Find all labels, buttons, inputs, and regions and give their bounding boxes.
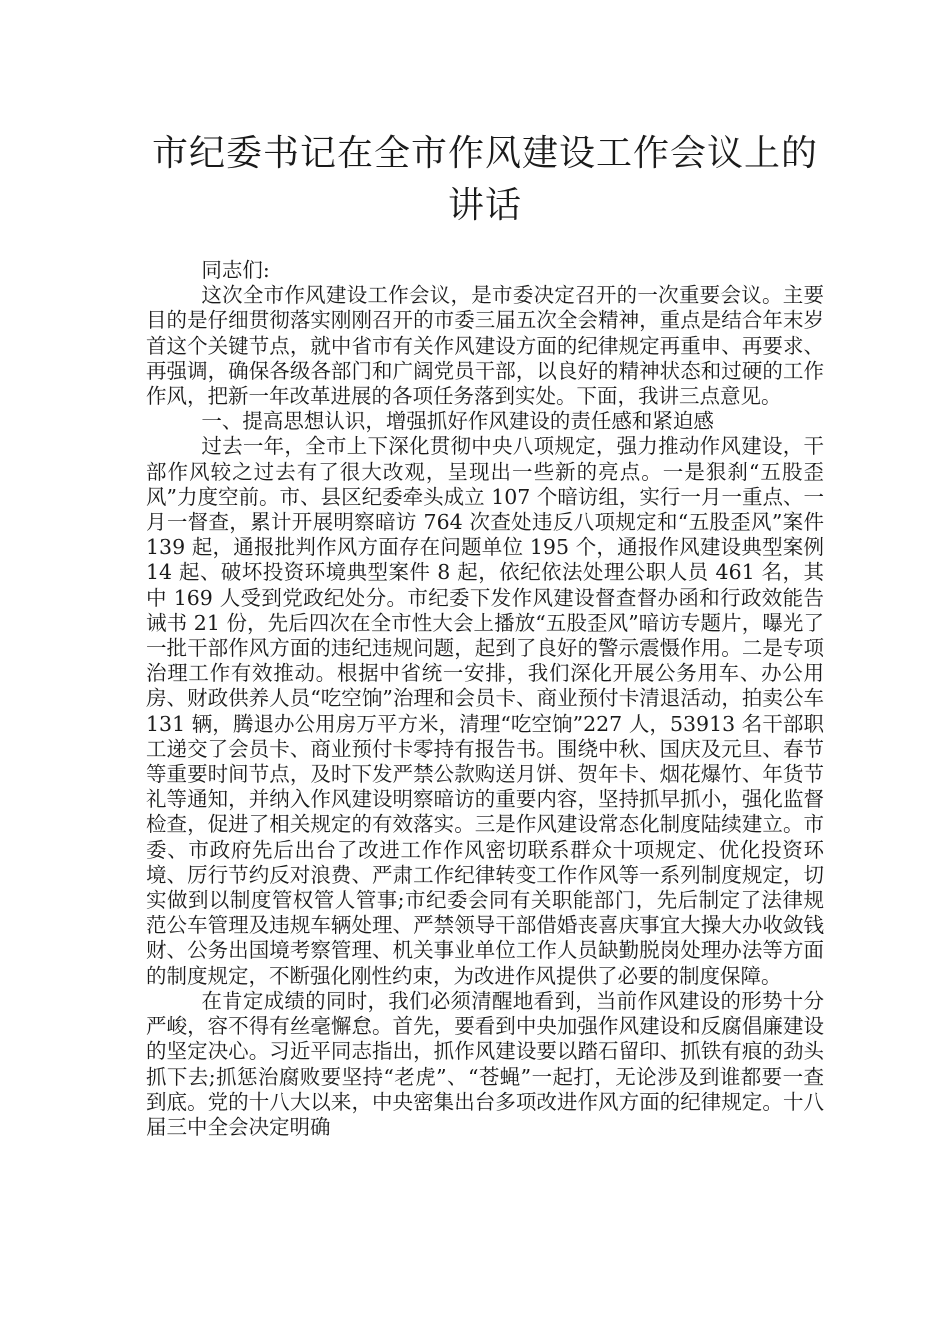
paragraph-challenges: 在肯定成绩的同时，我们必须清醒地看到，当前作风建设的形势十分严峻，容不得有丝毫懈怠。首先，要看到中央加强作风建设和反腐倡廉建设的坚定决心。习近平同志指出，抓作风建设要以踏石留印、抓铁有痕的劲头抓下去;抓惩治腐败要坚持“老虎”、“苍蝇”一起打，无论涉及到谁都要一查到底。党的十八大以来，中央密集出台多项改进作风方面的纪律规定。十八届三中全会决定明确 <box>146 988 824 1139</box>
paragraph-achievements: 过去一年，全市上下深化贯彻中央八项规定，强力推动作风建设，干部作风较之过去有了很大改观，呈现出一些新的亮点。一是狠刹“五股歪风”力度空前。市、县区纪委牵头成立 107 个暗访组，实行一月一重点、一月一督查，累计开展明察暗访 764 次查处违反八项规定和“五股歪风”案件 139 起，通报批判作风方面存在问题单位 195 个，通报作风建设典型案例 14 起、破坏投资环境典型案件 8 起，依纪依法处理公职人员 461 名，其中 169 人受到党政纪处分。市纪委下发作风建设督查督办函和行政效能告诫书 21 份，先后四次在全市性大会上播放“五股歪风”暗访专题片，曝光了一批干部作风方面的违纪违规问题，起到了良好的警示震慑作用。二是专项治理工作有效推动。根据中省统一安排，我们深化开展公务用车、办公用房、财政供养人员“吃空饷”治理和会员卡、商业预付卡清退活动，拍卖公车 131 辆，腾退办公用房万平方米，清理“吃空饷”227 人，53913 名干部职工递交了会员卡、商业预付卡零持有报告书。围绕中秋、国庆及元旦、春节等重要时间节点，及时下发严禁公款购送月饼、贺年卡、烟花爆竹、年货节礼等通知，并纳入作风建设明察暗访的重要内容，坚持抓早抓小，强化监督检查，促进了相关规定的有效落实。三是作风建设常态化制度陆续建立。市委、市政府先后出台了改进工作作风密切联系群众十项规定、优化投资环境、厉行节约反对浪费、严肃工作纪律转变工作作风等一系列制度规定，切实做到以制度管权管人管事;市纪委会同有关职能部门，先后制定了法律规范公车管理及违规车辆处理、严禁领导干部借婚丧喜庆事宜大操大办收敛钱财、公务出国境考察管理、机关事业单位工作人员缺勤脱岗处理办法等方面的制度规定，不断强化刚性约束，为改进作风提供了必要的制度保障。 <box>146 434 824 988</box>
document-title <box>146 128 824 232</box>
salutation: 同志们: <box>201 258 270 282</box>
title-line-1: 市纪委书记在全市作风建设工作会议上的 <box>151 133 818 174</box>
document-body <box>146 258 824 1140</box>
section-heading-1: 一、提高思想认识，增强抓好作风建设的责任感和紧迫感 <box>201 409 714 434</box>
title-line-2: 讲话 <box>447 185 522 226</box>
document-page <box>146 128 824 1140</box>
paragraph-intro: 这次全市作风建设工作会议，是市委决定召开的一次重要会议。主要目的是仔细贯彻落实刚刚召开的市委三届五次全会精神，重点是结合年末岁首这个关键节点，就中省市有关作风建设方面的纪律规定再重申、再要求、再强调，确保各级各部门和广阔党员干部，以良好的精神状态和过硬的工作作风，把新一年改革进展的各项任务落到实处。下面，我讲三点意见。 <box>146 283 824 409</box>
